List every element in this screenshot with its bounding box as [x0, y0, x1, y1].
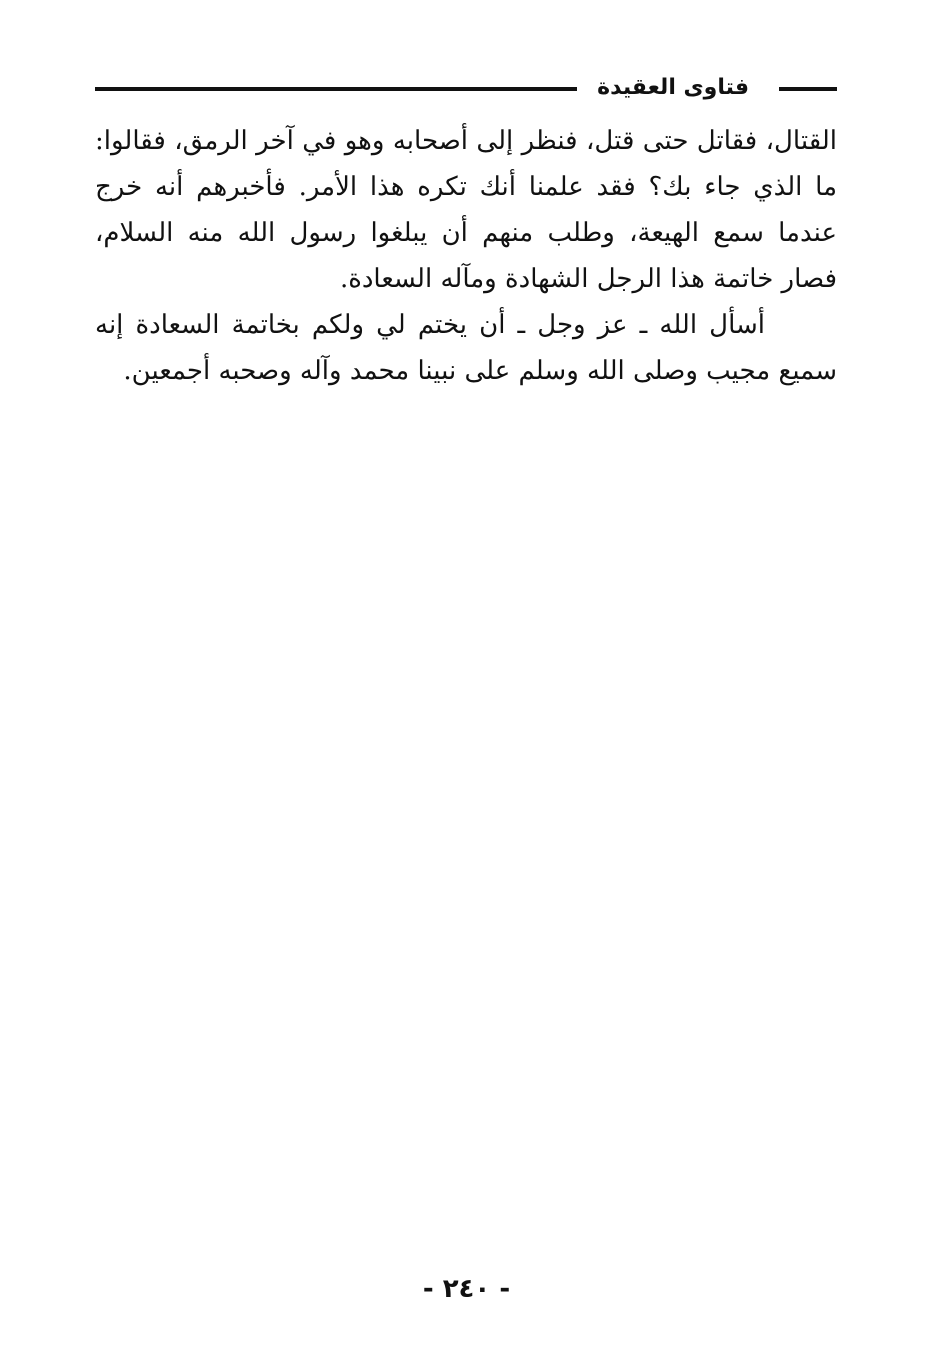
- header-title: فتاوى العقيدة: [597, 75, 749, 100]
- paragraph-1: القتال، فقاتل حتى قتل، فنظر إلى أصحابه وهو في آخر الرمق، فقالوا: ما الذي جاء بك؟ فقد علمنا أنك تكره هذا الأمر. فأخبرهم أنه خرج عندما سمع الهيعة، وطلب منهم أن يبلغوا رسول الله منه السلام، فصار خاتمة هذا الرجل الشهادة ومآله السعادة.: [95, 126, 837, 294]
- header-rule-short: [779, 87, 837, 91]
- paragraph-2: أسأل الله ـ عز وجل ـ أن يختم لي ولكم بخاتمة السعادة إنه سميع مجيب وصلى الله وسلم على نبينا محمد وآله وصحبه أجمعين.: [95, 310, 837, 386]
- running-header: [95, 70, 837, 110]
- header-rule-long: [95, 87, 577, 91]
- page-number: - ٢٤٠ -: [422, 1274, 511, 1304]
- body-text: [95, 118, 837, 394]
